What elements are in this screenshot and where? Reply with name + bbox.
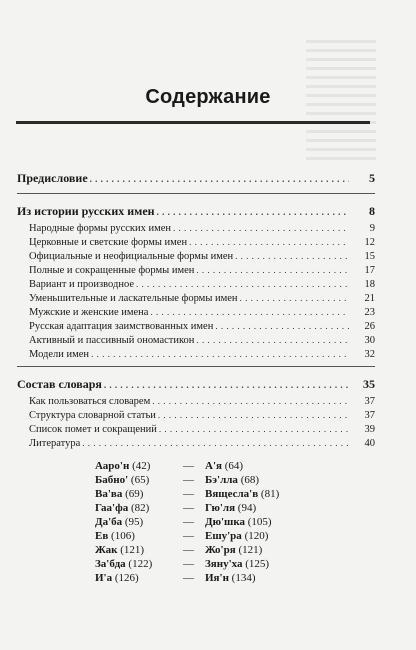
leader-dots <box>90 174 349 184</box>
toc-label: Церковные и светские формы имен <box>29 237 188 248</box>
leader-dots <box>82 438 349 448</box>
toc-page: 26 <box>364 321 375 332</box>
toc-subentry[interactable] <box>17 410 375 424</box>
range-end <box>205 544 335 556</box>
headword: Гаа'фа <box>95 502 129 514</box>
range-start <box>95 460 183 472</box>
toc-label: Русская адаптация заимствованных имен <box>29 321 214 332</box>
leader-dots <box>196 335 349 345</box>
headword-page: (126) <box>114 572 139 584</box>
toc-page: 37 <box>364 396 375 407</box>
headword: Зяну'ха <box>205 558 243 570</box>
headword-page: (65) <box>130 474 150 486</box>
headword-page: (121) <box>120 544 145 556</box>
toc-page: 23 <box>364 307 375 318</box>
leader-dots <box>158 410 349 420</box>
toc-label: Народные формы русских имен <box>29 223 172 234</box>
headword: А'я <box>205 460 222 472</box>
toc-entry-dictionary[interactable] <box>17 377 375 396</box>
toc-page: 15 <box>364 251 375 262</box>
toc-label: Активный и пассивный ономастикон <box>29 335 195 346</box>
headword: Да'ба <box>95 516 123 528</box>
toc-page: 5 <box>369 171 375 185</box>
leader-dots <box>173 223 349 233</box>
toc-label: Полные и сокращенные формы имен <box>29 265 195 276</box>
headword-page: (134) <box>231 572 256 584</box>
toc-label: Структура словарной статьи <box>29 410 156 421</box>
toc-subentry[interactable] <box>17 251 375 265</box>
range-end <box>205 530 335 542</box>
leader-dots <box>215 321 349 331</box>
headword: Ешу'ра <box>205 530 242 542</box>
section-divider <box>17 193 375 194</box>
headword-page: (82) <box>130 502 150 514</box>
history-subentries <box>17 223 375 363</box>
headword-page: (81) <box>260 488 280 500</box>
range-dash: — <box>183 460 194 472</box>
toc-subentry[interactable] <box>17 424 375 438</box>
leader-dots <box>240 293 349 303</box>
headword-page: (94) <box>237 502 257 514</box>
toc-label: Список помет и сокращений <box>29 424 157 435</box>
range-dash: — <box>183 558 194 570</box>
range-row <box>95 502 335 516</box>
headword: Ия'н <box>205 572 229 584</box>
toc-label: Уменьшительные и ласкательные формы имен <box>29 293 238 304</box>
range-row <box>95 572 335 586</box>
leader-dots <box>150 307 349 317</box>
headword: Дю'шка <box>205 516 245 528</box>
toc-subentry[interactable] <box>17 293 375 307</box>
toc-subentry[interactable] <box>17 438 375 452</box>
range-start <box>95 516 183 528</box>
toc-page: 8 <box>369 204 375 218</box>
headword-page: (64) <box>224 460 244 472</box>
toc-page: 12 <box>364 237 375 248</box>
toc-subentry[interactable] <box>17 265 375 279</box>
headword-page: (106) <box>111 530 135 542</box>
headword: Ев <box>95 530 109 542</box>
leader-dots <box>189 237 349 247</box>
toc-subentry[interactable] <box>17 396 375 410</box>
headword: Ааро'н <box>95 460 130 472</box>
headword: Жо'ря <box>205 544 236 556</box>
headword: Вящесла'в <box>205 488 259 500</box>
leader-dots <box>159 424 349 434</box>
range-dash: — <box>183 572 194 584</box>
toc-label: Из истории русских имен <box>17 204 155 218</box>
range-start <box>95 502 183 514</box>
toc-label: Как пользоваться словарем <box>29 396 151 407</box>
leader-dots <box>235 251 349 261</box>
leader-dots <box>104 380 349 390</box>
toc-subentry[interactable] <box>17 237 375 251</box>
title-rule <box>16 121 370 124</box>
toc-page: 21 <box>364 293 375 304</box>
leader-dots <box>91 349 349 359</box>
headword: Ва'ва <box>95 488 123 500</box>
toc-subentry[interactable] <box>17 335 375 349</box>
range-end <box>205 460 335 472</box>
range-start <box>95 530 183 542</box>
toc-page: 17 <box>364 265 375 276</box>
toc-page: 30 <box>364 335 375 346</box>
headword-page: (105) <box>247 516 272 528</box>
toc-label: Состав словаря <box>17 377 102 391</box>
range-row <box>95 474 335 488</box>
range-row <box>95 460 335 474</box>
toc-label: Мужские и женские имена <box>29 307 149 318</box>
leader-dots <box>157 207 349 217</box>
headword: Бабно' <box>95 474 129 486</box>
range-end <box>205 558 335 570</box>
headword-page: (120) <box>244 530 269 542</box>
leader-dots <box>136 279 349 289</box>
toc-subentry[interactable] <box>17 321 375 335</box>
toc-entry-history[interactable] <box>17 204 375 223</box>
toc-subentry[interactable] <box>17 279 375 293</box>
headword: За'бда <box>95 558 126 570</box>
range-end <box>205 516 335 528</box>
headword-page: (95) <box>124 516 144 528</box>
toc-label: Предисловие <box>17 171 88 185</box>
range-dash: — <box>183 544 194 556</box>
range-dash: — <box>183 502 194 514</box>
range-start <box>95 558 183 570</box>
range-end <box>205 488 335 500</box>
headword-page: (42) <box>132 460 151 472</box>
toc-label: Модели имен <box>29 349 90 360</box>
table-of-contents <box>17 171 375 452</box>
toc-page: 32 <box>364 349 375 360</box>
headword-page: (125) <box>245 558 270 570</box>
toc-entry-preface[interactable] <box>17 171 375 190</box>
headword: Гю'ля <box>205 502 236 514</box>
toc-label: Вариант и производное <box>29 279 134 290</box>
leader-dots <box>152 396 349 406</box>
toc-label: Литература <box>29 438 81 449</box>
headword: И'а <box>95 572 113 584</box>
range-row <box>95 488 335 502</box>
range-start <box>95 544 183 556</box>
range-start <box>95 572 183 584</box>
headword-page: (122) <box>128 558 153 570</box>
headword-page: (121) <box>238 544 263 556</box>
toc-page: 37 <box>364 410 375 421</box>
page-title: Содержание <box>145 86 271 108</box>
range-end <box>205 474 335 486</box>
toc-subentry[interactable] <box>17 223 375 237</box>
range-row <box>95 544 335 558</box>
toc-subentry[interactable] <box>17 349 375 363</box>
range-start <box>95 474 183 486</box>
headword: Бэ'лла <box>205 474 238 486</box>
headword-page: (68) <box>240 474 260 486</box>
leader-dots <box>196 265 349 275</box>
range-end <box>205 572 335 584</box>
range-dash: — <box>183 474 194 486</box>
toc-page: 9 <box>369 223 375 234</box>
headword-page: (69) <box>125 488 144 500</box>
range-row <box>95 558 335 572</box>
dictionary-range-list <box>95 460 335 586</box>
toc-page: 40 <box>364 438 375 449</box>
range-dash: — <box>183 530 194 542</box>
toc-subentry[interactable] <box>17 307 375 321</box>
toc-page: 18 <box>364 279 375 290</box>
toc-page: 35 <box>363 377 375 391</box>
range-dash: — <box>183 488 194 500</box>
range-end <box>205 502 335 514</box>
toc-label: Официальные и неофициальные формы имен <box>29 251 234 262</box>
dictionary-subentries <box>17 396 375 452</box>
headword: Жак <box>95 544 118 556</box>
range-row <box>95 516 335 530</box>
range-dash: — <box>183 516 194 528</box>
toc-page: 39 <box>364 424 375 435</box>
range-start <box>95 488 183 500</box>
section-divider <box>17 366 375 367</box>
range-row <box>95 530 335 544</box>
